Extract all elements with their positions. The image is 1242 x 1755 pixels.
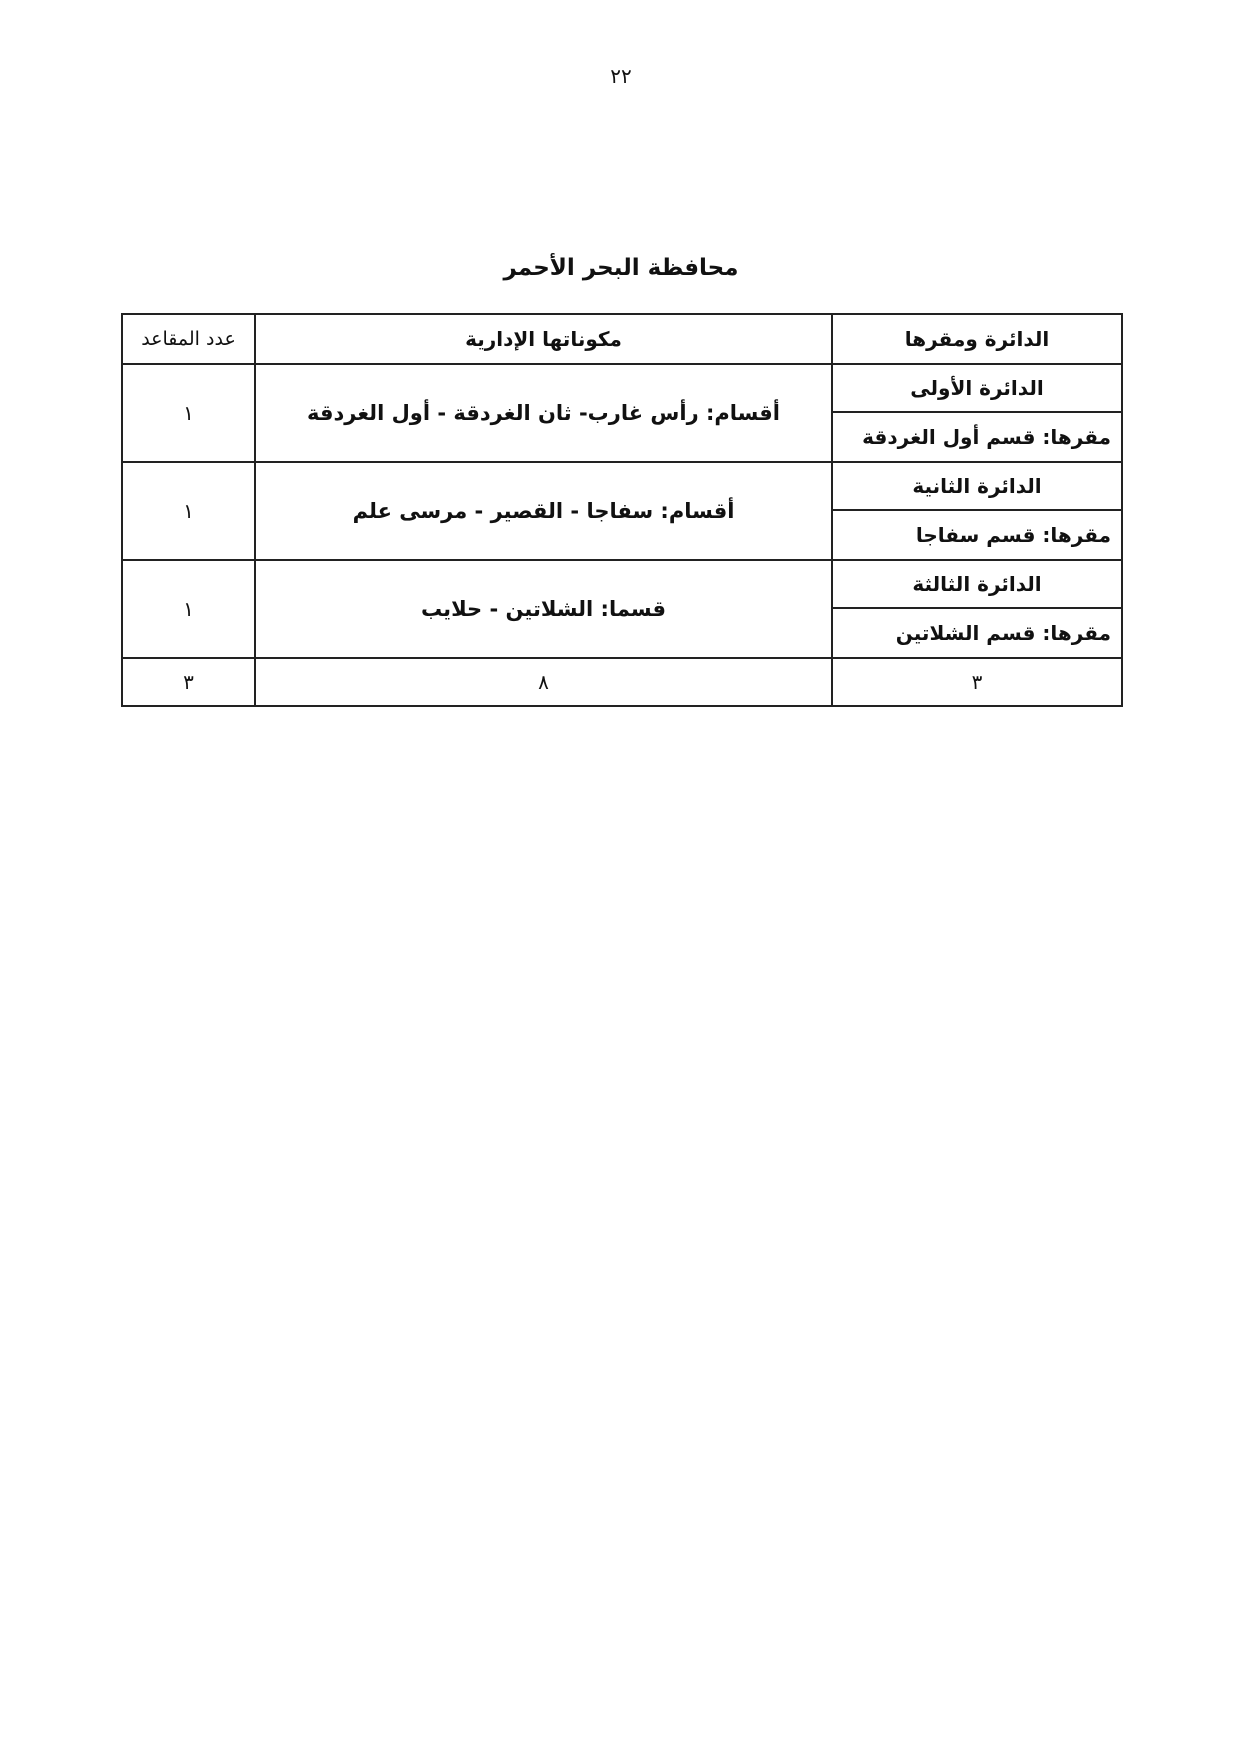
page-number: ٢٢ xyxy=(610,64,632,88)
table-row xyxy=(122,560,1122,608)
district-name: الدائرة الثانية xyxy=(832,462,1122,510)
district-seats: ١ xyxy=(122,364,255,462)
totals-row xyxy=(122,658,1122,706)
page-title: محافظة البحر الأحمر xyxy=(503,255,739,281)
district-components: أقسام: سفاجا - القصير - مرسى علم xyxy=(255,462,832,560)
header-district: الدائرة ومقرها xyxy=(832,314,1122,364)
total-districts: ٣ xyxy=(832,658,1122,706)
total-components: ٨ xyxy=(255,658,832,706)
header-seats: عدد المقاعد xyxy=(122,314,255,364)
district-seat: مقرها: قسم الشلاتين xyxy=(832,608,1122,658)
table-row xyxy=(122,462,1122,510)
district-components: أقسام: رأس غارب- ثان الغردقة - أول الغردقة xyxy=(255,364,832,462)
table-header-row xyxy=(122,314,1122,364)
table-row xyxy=(122,364,1122,412)
district-name: الدائرة الأولى xyxy=(832,364,1122,412)
header-components: مكوناتها الإدارية xyxy=(255,314,832,364)
districts-table xyxy=(121,313,1123,707)
district-name: الدائرة الثالثة xyxy=(832,560,1122,608)
district-seat: مقرها: قسم سفاجا xyxy=(832,510,1122,560)
total-seats: ٣ xyxy=(122,658,255,706)
district-seats: ١ xyxy=(122,560,255,658)
district-seat: مقرها: قسم أول الغردقة xyxy=(832,412,1122,462)
district-seats: ١ xyxy=(122,462,255,560)
district-components: قسما: الشلاتين - حلايب xyxy=(255,560,832,658)
